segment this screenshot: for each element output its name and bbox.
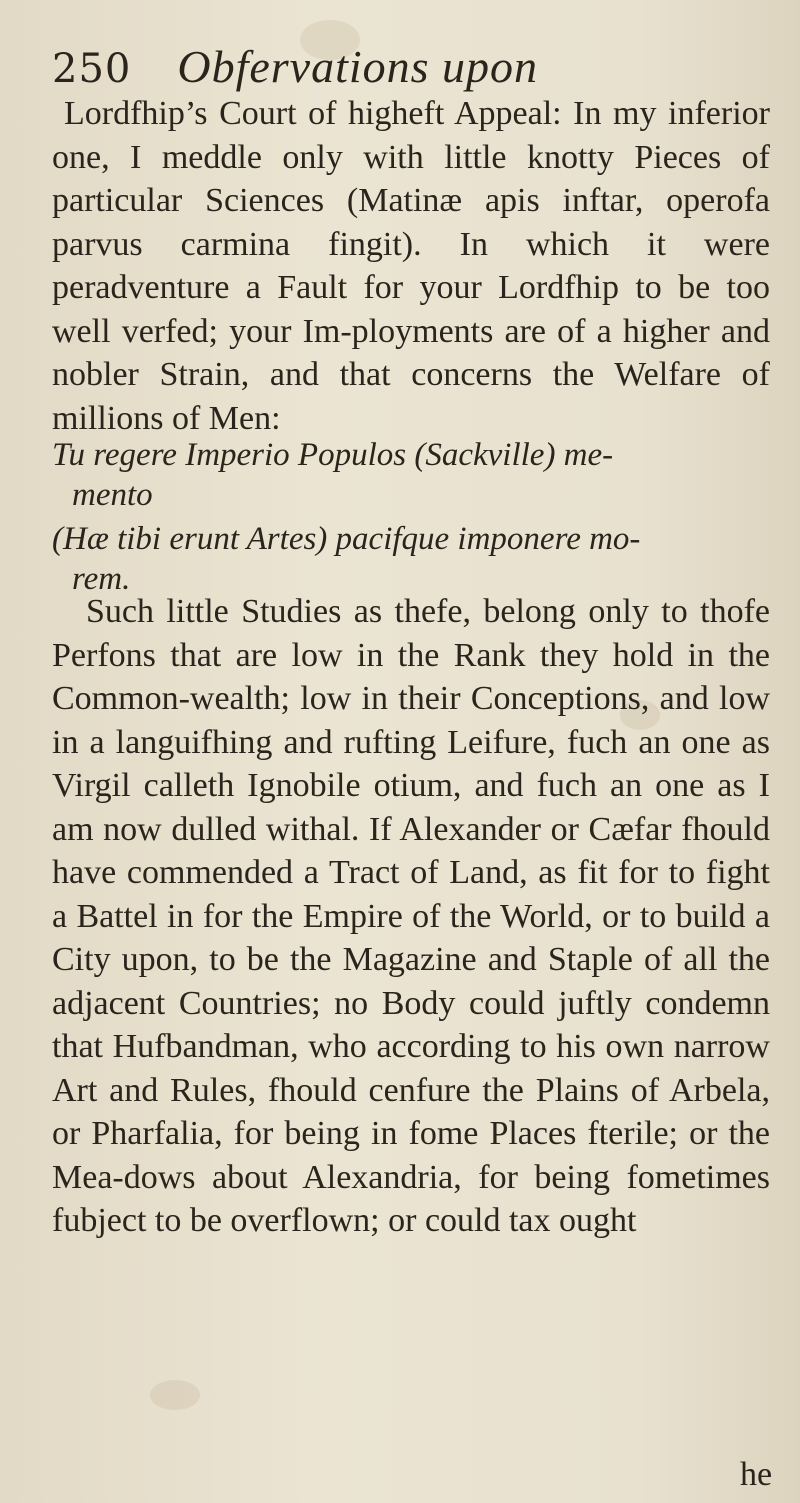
catchword: he <box>740 1456 773 1493</box>
page-number: 250 <box>52 46 132 92</box>
quote-line-1-continuation: mento <box>72 477 153 513</box>
quote-line-2-text: (Hæ tibi erunt Artes) pacifque imponere mo- <box>52 521 641 557</box>
quote-line-2 <box>52 519 770 599</box>
running-head: Obfervations upon <box>177 41 539 92</box>
quote-line-1-text: Tu regere Imperio Populos (Sackville) me- <box>52 437 614 473</box>
page-header <box>52 40 538 100</box>
quote-line-2-continuation: rem. <box>72 561 131 597</box>
quote-line-1 <box>52 435 770 515</box>
paragraph-dedication: Lordfhip’s Court of higheft Appeal: In my inferior one, I meddle only with little knotty Pieces of particular Sciences (Matinæ apis inftar, operofa parvus carmina fingit). In which it were peradventure a Fault for your Lordfhip to be too well verfed; your Im-ployments are of a higher and nobler Strain, and that concerns the Welfare of millions of Men: <box>52 95 770 437</box>
paper-stain <box>150 1380 200 1410</box>
paragraph-studies: Such little Studies as thefe, belong only to thofe Perfons that are low in the Rank they hold in the Common-wealth; low in their Conceptions, and low in a languifhing and rufting Leifure, fuch an one as Virgil calleth Ignobile otium, and fuch an one as I am now dulled withal. If Alexander or Cæfar fhould have commended a Tract of Land, as fit for to fight a Battel in for the Empire of the World, or to build a City upon, to be the Magazine and Staple of all the adjacent Countries; no Body could juftly condemn that Hufbandman, who according to his own narrow Art and Rules, fhould cenfure the Plains of Arbela, or Pharfalia, for being in fome Places fterile; or the Mea-dows about Alexandria, for being fometimes fubject to be overflown; or could tax ought <box>52 593 770 1239</box>
latin-quotation <box>52 435 770 603</box>
